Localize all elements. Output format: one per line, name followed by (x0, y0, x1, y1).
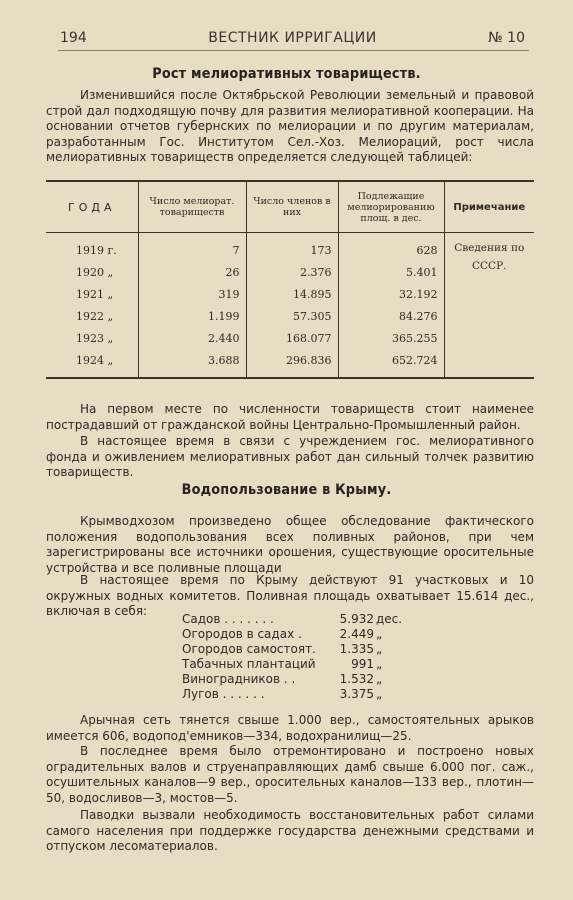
th-area: Подлежащие мелиорированию площ. в дес. (338, 181, 444, 233)
section2-title: Водопользование в Крыму. (181, 482, 392, 498)
section1-paragraph: В настоящее время в связи с учреждением гос. мелиоративного фонда и оживлением мелиоративных работ дан сильный толчек развитию товариществ. (46, 434, 534, 479)
list-item-name: Садов . . . . . . . (182, 612, 274, 626)
journal-title: ВЕСТНИК ИРРИГАЦИИ (208, 30, 377, 46)
header-rule (58, 50, 529, 51)
cell-year: 1919 г. (76, 243, 117, 257)
cell-members: 168.077 (246, 327, 338, 349)
cell-societies: 2.440 (138, 327, 246, 349)
cell-year: 1924 „ (76, 353, 114, 367)
cell-societies: 319 (138, 283, 246, 305)
section2-paragraph: В последнее время было отремонтировано и построено новых оградительных валов и струенаправляющих дамб свыше 6.000 пог. саж., осушительных каналов—9 вер., оросительных каналов—133 вер., плотин—50, водосливов—3, мостов—5. (46, 744, 534, 805)
cell-members: 57.305 (246, 305, 338, 327)
list-item-name: Огородов в садах . (182, 627, 302, 641)
list-item-unit: „ (376, 687, 383, 701)
list-item (182, 627, 402, 642)
list-item (182, 672, 402, 687)
list-item-unit: „ (376, 642, 383, 656)
list-item (182, 687, 402, 702)
cell-societies: 26 (138, 261, 246, 283)
cell-area: 5.401 (338, 261, 444, 283)
list-item-name: Виноградников . . (182, 672, 296, 686)
table-row (46, 233, 534, 262)
cell-area: 365.255 (338, 327, 444, 349)
cell-members: 296.836 (246, 349, 338, 378)
cell-area: 84.276 (338, 305, 444, 327)
section2-paragraph: Арычная сеть тянется свыше 1.000 вер., самостоятельных арыков имеется 606, водопод'емников—334, водохранилищ—25. (46, 713, 534, 743)
section1-intro: Изменившийся после Октябрьской Революции земельный и правовой строй дал подходящую почву для развития мелиоративной кооперации. На основании отчетов губернских по мелиорации и по другим материалам, разработанным Гос. Институтом Сел.-Хоз. Мелиораций, рост числа мелиоративных товариществ определяется следующей таблицей: (46, 88, 534, 164)
cell-societies: 1.199 (138, 305, 246, 327)
th-societies: Число мелиорат. товариществ (138, 181, 246, 233)
list-item-value: 3.375 (339, 687, 374, 701)
cell-members: 173 (246, 233, 338, 262)
societies-table (46, 180, 534, 379)
cell-year: 1923 „ (76, 331, 114, 345)
list-item (182, 612, 402, 627)
list-item (182, 657, 402, 672)
list-item-value: 991 (351, 657, 374, 671)
list-item-unit: дес. (376, 612, 403, 626)
list-item (182, 642, 402, 657)
list-item-name: Лугов . . . . . . (182, 687, 265, 701)
cell-year: 1921 „ (76, 287, 114, 301)
th-years: ГОДА (46, 181, 138, 233)
cell-societies: 3.688 (138, 349, 246, 378)
list-item-name: Огородов самостоят. (182, 642, 316, 656)
issue-number: № 10 (488, 30, 525, 46)
th-note: Примечание (444, 181, 534, 233)
list-item-value: 5.932 (339, 612, 374, 626)
cell-area: 32.192 (338, 283, 444, 305)
list-item-unit: „ (376, 657, 383, 671)
list-item-name: Табачных плантаций (182, 657, 316, 671)
cell-area: 628 (338, 233, 444, 262)
section1-title: Рост мелиоративных товариществ. (152, 66, 421, 82)
section2-paragraph: В настоящее время по Крыму действуют 91 участковых и 10 окружных водных комитетов. Поливная площадь охватывает 15.614 дес., включая в себя: (46, 573, 534, 618)
cell-area: 652.724 (338, 349, 444, 378)
cell-year: 1920 „ (76, 265, 114, 279)
list-item-unit: „ (376, 672, 383, 686)
th-members: Число членов в них (246, 181, 338, 233)
cell-year: 1922 „ (76, 309, 114, 323)
cell-societies: 7 (138, 233, 246, 262)
cell-members: 14.895 (246, 283, 338, 305)
section2-paragraph: Паводки вызвали необходимость восстановительных работ силами самого населения при поддержке государства денежными средствами и отпуском лесоматериалов. (46, 808, 534, 853)
table-header-row (46, 181, 534, 233)
list-item-value: 1.532 (339, 672, 374, 686)
irrigated-area-list (182, 612, 402, 702)
cell-members: 2.376 (246, 261, 338, 283)
running-head (60, 30, 525, 50)
cell-note: Сведения по СССР. (444, 233, 534, 379)
section1-paragraph: На первом месте по численности товариществ стоит наименее пострадавший от гражданской войны Центрально-Промышленный район. (46, 402, 534, 432)
list-item-unit: „ (376, 627, 383, 641)
list-item-value: 2.449 (339, 627, 374, 641)
section2-paragraph: Крымводхозом произведено общее обследование фактического положения водопользования всех поливных районов, при чем зарегистрированы все источники орошения, существующие оросительные устройства и все поливные площади (46, 514, 534, 575)
page-number: 194 (60, 30, 87, 46)
list-item-value: 1.335 (339, 642, 374, 656)
